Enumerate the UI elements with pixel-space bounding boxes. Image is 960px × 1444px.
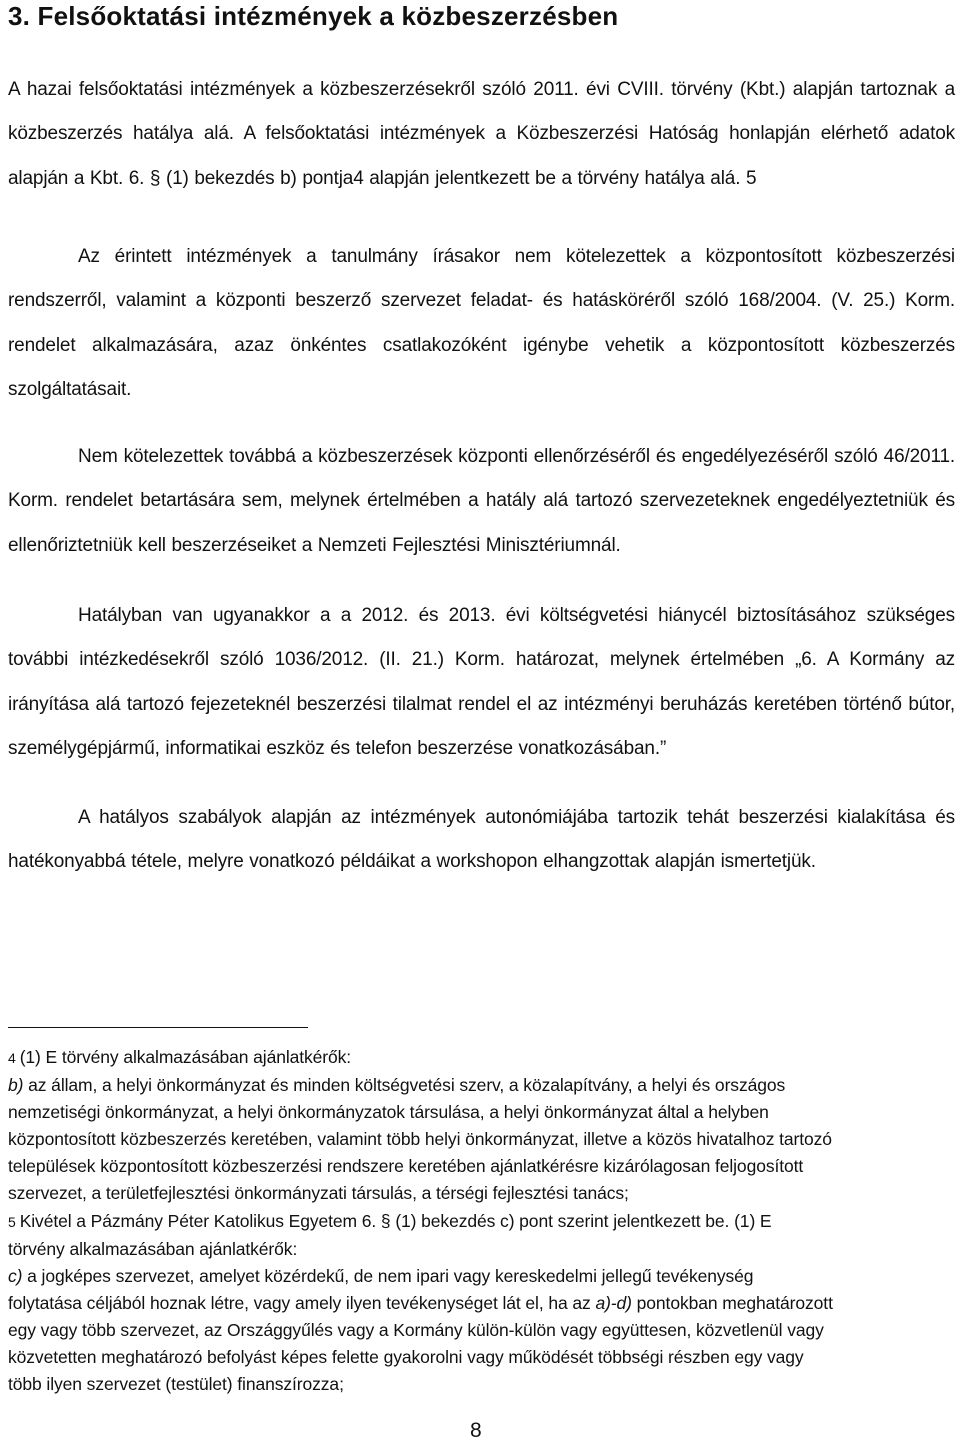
footnote-5-marker: 5 [8,1213,16,1230]
footnote-4-line-5: települések központosított közbeszerzési rendszere keretében ajánlatkérésre kizárólagosan feljogosított [8,1156,804,1177]
footnote-4-marker: 4 [8,1050,16,1066]
paragraph-4: Hatályban van ugyanakkor a a 2012. és 2013. évi költségvetési hiánycél biztosításához szükséges további intézkedésekről szóló 1036/2012. (II. 21.) Korm. határozat, melynek értelmében „6. A Kormány az irányítása alá tartozó fejezeteknél beszerzési tilalmat rendel el az intézményi beruházás keretében történő bútor, személygépjármű, informatikai eszköz és telefon beszerzése vonatkozásában.” [8,605,955,760]
footnote-4-line-1 [8,1044,955,1072]
footnote-5-line-5: egy vagy több szervezet, az Országgyűlés vagy a Kormány külön-külön vagy együttesen, közvetlenül vagy [8,1319,824,1340]
footnote-5-point-c: c) [8,1265,23,1286]
footnote-5-text: a jogképes szervezet, amelyet közérdekű, de nem ipari vagy kereskedelmi jellegű tevékenység [27,1265,754,1286]
footnote-5-text: folytatása céljából hoznak létre, vagy amely ilyen tevékenységet lát el, ha az [8,1292,591,1313]
footnote-4-text: az állam, a helyi önkormányzat és minden költségvetési szerv, a közalapítvány, a helyi és országos [28,1075,786,1096]
paragraph-1: A hazai felsőoktatási intézmények a közbeszerzésekről szóló 2011. évi CVIII. törvény (Kbt.) alapján tartoznak a közbeszerzés hatálya alá. A felsőoktatási intézmények a Közbeszerzési Hatóság honlapján elérhető adatok alapján a Kbt. 6. § (1) bekezdés b) pontja4 alapján jelentkezett be a törvény hatálya alá. 5 [8,79,955,189]
footnote-5-line-6: közvetetten meghatározó befolyást képes felette gyakorolni vagy működését többségi részben egy vagy [8,1347,804,1368]
paragraph-2: Az érintett intézmények a tanulmány írásakor nem kötelezettek a központosított közbeszerzési rendszerről, valamint a központi beszerző szervezet feladat- és hatásköréről szóló 168/2004. (V. 25.) Korm. rendelet alkalmazására, azaz önkéntes csatlakozóként igénybe vehetik a központosított közbeszerzés szolgáltatásait. [8,246,955,401]
footnote-4-line-3: nemzetiségi önkormányzat, a helyi önkormányzatok társulása, a helyi önkormányzat által a helyben [8,1102,769,1123]
footnote-4-text: (1) E törvény alkalmazásában ajánlatkérők: [19,1047,352,1067]
footnote-5-line-2: törvény alkalmazásában ajánlatkérők: [8,1238,298,1259]
footnote-5-line-3 [8,1263,955,1290]
page-number: 8 [470,1419,482,1442]
footnote-4-line-4: központosított közbeszerzés keretében, valamint több helyi önkormányzat, illetve a közös hivatalhoz tartozó [8,1129,832,1150]
footnote-4-point-b: b) [8,1075,24,1096]
footnote-5-text: Kivétel a Pázmány Péter Katolikus Egyetem 6. § (1) bekezdés c) pont szerint jelentkezett be. (1) E [19,1210,772,1231]
section-heading: 3. Felsőoktatási intézmények a közbeszerzésben [8,1,619,31]
paragraph-3: Nem kötelezettek továbbá a közbeszerzések központi ellenőrzéséről és engedélyezéséről szóló 46/2011. Korm. rendelet betartására sem, melynek értelmében a hatály alá tartozó szervezeteknek engedélyeztetniük és ellenőriztetniük kell beszerzéseiket a Nemzeti Fejlesztési Minisztériumnál. [8,446,955,556]
footnote-separator [8,1027,308,1028]
footnote-5-points-a-d: a)-d) [595,1292,632,1313]
footnote-5-text: pontokban meghatározott [636,1292,833,1313]
footnote-5-line-7: több ilyen szervezet (testület) finanszírozza; [8,1374,344,1395]
footnote-4-line-2 [8,1072,955,1099]
footnote-5-line-1 [8,1208,955,1236]
paragraph-5: A hatályos szabályok alapján az intézmények autonómiájába tartozik tehát beszerzési kialakítása és hatékonyabbá tétele, melyre vonatkozó példáikat a workshopon elhangzottak alapján ismertetjük. [8,807,955,873]
footnotes [8,1044,955,1398]
footnote-4-line-6: szervezet, a területfejlesztési önkormányzati társulás, a térségi fejlesztési tanács; [8,1183,629,1204]
footnote-5-line-4 [8,1290,955,1317]
